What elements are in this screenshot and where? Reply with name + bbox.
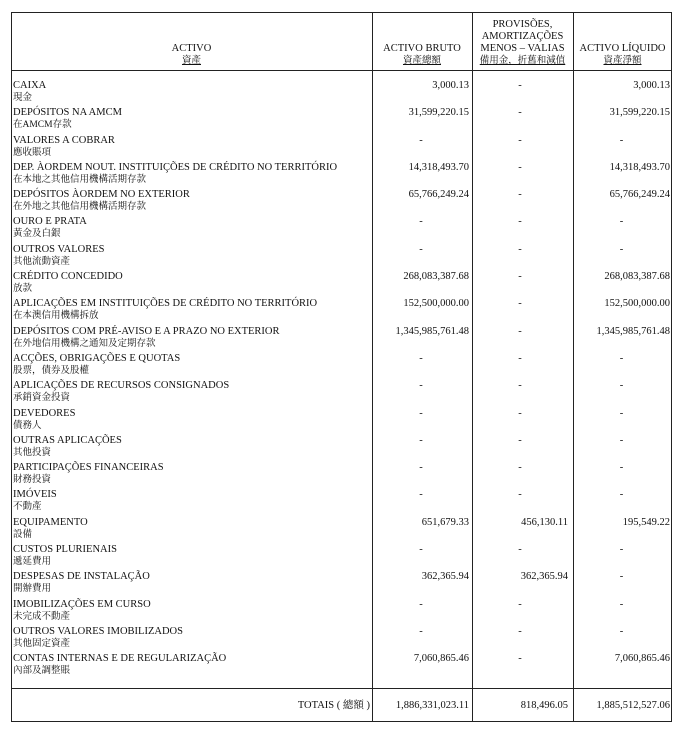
row-activo-bruto: - — [419, 544, 423, 556]
row-label-zh: 放款 — [13, 284, 33, 295]
row-provisoes: - — [518, 598, 522, 610]
table-row — [13, 297, 673, 324]
header-liquido — [573, 12, 672, 70]
row-provisoes: - — [518, 189, 522, 201]
row-activo-bruto: - — [419, 462, 423, 474]
table-row — [13, 488, 673, 515]
row-provisoes: - — [518, 544, 522, 556]
row-activo-bruto: - — [419, 434, 423, 446]
totals-label: TOTAIS ( 總額 ) — [297, 700, 370, 711]
row-activo-liquido: 65,766,249.24 — [609, 189, 670, 201]
row-provisoes: - — [518, 80, 522, 91]
row-label-zh: 設備 — [13, 529, 33, 540]
row-label-pt: APLICAÇÕES EM INSTITUIÇÕES DE CRÉDITO NO TERRITÓRIO — [13, 298, 318, 310]
row-activo-bruto: 3,000.13 — [432, 80, 469, 91]
table-row — [13, 325, 673, 352]
table-row — [13, 243, 673, 270]
row-activo-bruto: - — [419, 407, 423, 419]
row-activo-bruto: - — [419, 134, 423, 146]
row-provisoes: - — [518, 625, 522, 637]
row-label-zh: 財務投資 — [13, 475, 52, 486]
row-provisoes: - — [518, 489, 522, 501]
row-label-pt: ACÇÕES, OBRIGAÇÕES E QUOTAS — [13, 352, 181, 364]
row-label-zh: 其他投資 — [13, 447, 52, 458]
table-row — [13, 188, 673, 215]
row-activo-bruto: 362,365.94 — [421, 571, 469, 583]
row-provisoes: - — [518, 407, 522, 419]
row-label-zh: 債務人 — [13, 420, 42, 431]
header-activo — [11, 12, 372, 70]
row-label-zh: 現金 — [13, 93, 33, 103]
row-activo-liquido: - — [619, 380, 624, 392]
row-provisoes: - — [518, 216, 522, 228]
row-label-pt: DEVEDORES — [13, 407, 76, 419]
row-label-zh: 在本地之其他信用機構活期存款 — [13, 174, 147, 185]
row-activo-liquido: - — [619, 352, 624, 364]
row-label-pt: IMÓVEIS — [13, 489, 57, 501]
row-provisoes: - — [518, 352, 522, 364]
totals-liquido: 1,885,512,527.06 — [596, 700, 670, 711]
row-activo-liquido: 3,000.13 — [633, 80, 670, 91]
row-label-pt: CUSTOS PLURIENAIS — [13, 544, 117, 556]
totals-provisoes: 818,496.05 — [520, 700, 568, 711]
header-bruto-pt: ACTIVO BRUTO — [383, 43, 461, 54]
header-liquido-zh: 資產淨額 — [603, 56, 642, 66]
header-activo-zh: 資產 — [181, 56, 201, 66]
header-divider — [11, 70, 672, 71]
row-label-zh: 不動產 — [13, 502, 42, 513]
table-row — [13, 434, 673, 461]
row-label-zh: 承銷資金投資 — [13, 393, 71, 404]
row-provisoes: 456,130.11 — [521, 516, 568, 528]
header-bruto-zh: 資產總額 — [402, 56, 441, 66]
row-label-zh: 應收賬項 — [13, 147, 52, 158]
row-label-pt: CONTAS INTERNAS E DE REGULARIZAÇÃO — [13, 653, 227, 665]
table-row — [13, 134, 673, 161]
header-liquido-pt: ACTIVO LÍQUIDO — [579, 43, 666, 54]
table-row — [13, 625, 673, 652]
table-row — [13, 161, 673, 188]
row-activo-bruto: 65,766,249.24 — [408, 189, 469, 201]
row-activo-liquido: 1,345,985,761.48 — [596, 325, 670, 337]
row-activo-bruto: 651,679.33 — [421, 516, 469, 528]
row-label-pt: CRÉDITO CONCEDIDO — [13, 271, 123, 283]
row-activo-bruto: - — [419, 380, 423, 392]
table-row — [13, 570, 673, 597]
header-bruto — [372, 12, 472, 70]
row-label-zh: 在AMCM存款 — [13, 120, 72, 131]
row-label-pt: OURO E PRATA — [13, 216, 87, 228]
row-activo-bruto: - — [419, 216, 423, 228]
row-label-pt: APLICAÇÕES DE RECURSOS CONSIGNADOS — [13, 380, 230, 392]
row-activo-liquido: 195,549.22 — [622, 516, 670, 528]
row-activo-liquido: - — [619, 243, 624, 255]
table-row — [13, 106, 673, 133]
table-row — [13, 461, 673, 488]
row-activo-bruto: - — [419, 352, 423, 364]
row-label-zh: 在外地之其他信用機構活期存款 — [13, 202, 147, 213]
header-provisoes-pt2: AMORTIZAÇÕES — [481, 31, 564, 42]
row-activo-liquido: - — [619, 407, 624, 419]
totals-divider — [11, 688, 672, 689]
row-activo-bruto: 268,083,387.68 — [403, 271, 469, 283]
row-label-pt: DEP. ÀORDEM NOUT. INSTITUIÇÕES DE CRÉDITO NO TERRITÓRIO — [13, 161, 338, 173]
row-provisoes: - — [518, 134, 522, 146]
row-activo-bruto: - — [419, 489, 423, 501]
row-provisoes: - — [518, 653, 522, 665]
row-label-pt: DEPÓSITOS NA AMCM — [13, 107, 122, 119]
table-row — [13, 379, 673, 406]
asset-rows — [13, 79, 673, 680]
row-label-pt: OUTROS VALORES — [13, 243, 105, 255]
table-row — [13, 352, 673, 379]
row-label-pt: EQUIPAMENTO — [13, 516, 88, 528]
row-activo-bruto: 1,345,985,761.48 — [395, 325, 469, 337]
row-label-pt: DEPÓSITOS COM PRÉ-AVISO E A PRAZO NO EXTERIOR — [13, 325, 280, 337]
row-activo-bruto: 152,500,000.00 — [403, 298, 469, 310]
row-label-pt: DEPÓSITOS ÀORDEM NO EXTERIOR — [13, 189, 190, 201]
row-provisoes: - — [518, 243, 522, 255]
table-row — [13, 215, 673, 242]
table-row — [13, 270, 673, 297]
row-activo-liquido: - — [619, 544, 624, 556]
row-label-pt: CAIXA — [13, 80, 47, 91]
row-provisoes: - — [518, 298, 522, 310]
row-activo-liquido: - — [619, 434, 624, 446]
row-provisoes: - — [518, 434, 522, 446]
row-label-pt: OUTROS VALORES IMOBILIZADOS — [13, 625, 183, 637]
header-provisoes — [472, 12, 573, 70]
header-provisoes-pt1: PROVISÕES, — [492, 19, 553, 30]
row-label-pt: OUTRAS APLICAÇÕES — [13, 434, 122, 446]
row-activo-liquido: - — [619, 598, 624, 610]
table-row — [13, 652, 673, 679]
row-activo-bruto: - — [419, 243, 423, 255]
row-provisoes: - — [518, 161, 522, 173]
table-row — [13, 79, 673, 106]
row-activo-liquido: - — [619, 489, 624, 501]
row-activo-liquido: 31,599,220.15 — [609, 107, 670, 119]
row-activo-bruto: - — [419, 598, 423, 610]
row-activo-bruto: 31,599,220.15 — [408, 107, 469, 119]
row-activo-liquido: 152,500,000.00 — [604, 298, 670, 310]
row-activo-bruto: 7,060,865.46 — [413, 653, 469, 665]
row-provisoes: - — [518, 271, 522, 283]
row-label-pt: IMOBILIZAÇÕES EM CURSO — [13, 598, 151, 610]
header-provisoes-zh: 備用金，折舊和減值 — [479, 56, 566, 66]
header-provisoes-pt3: MENOS – VALIAS — [480, 43, 565, 54]
row-activo-liquido: - — [619, 462, 624, 474]
row-label-pt: VALORES A COBRAR — [13, 134, 115, 146]
row-label-pt: DESPESAS DE INSTALAÇÃO — [13, 571, 150, 583]
row-label-zh: 黃金及白銀 — [13, 229, 61, 240]
row-activo-liquido: 268,083,387.68 — [604, 271, 670, 283]
row-provisoes: - — [518, 462, 522, 474]
row-label-zh: 其他固定資產 — [13, 638, 71, 649]
row-label-zh: 開辦費用 — [13, 584, 52, 595]
row-label-pt: PARTICIPAÇÕES FINANCEIRAS — [13, 462, 164, 474]
row-activo-liquido: - — [619, 216, 624, 228]
row-activo-liquido: - — [619, 571, 624, 583]
row-provisoes: - — [518, 380, 522, 392]
table-row — [13, 543, 673, 570]
row-activo-liquido: - — [619, 134, 624, 146]
row-label-zh: 遞延費用 — [13, 557, 52, 568]
table-row — [13, 598, 673, 625]
table-row — [13, 407, 673, 434]
row-activo-bruto: - — [419, 625, 423, 637]
row-activo-liquido: - — [619, 625, 624, 637]
row-label-zh: 其他流動資產 — [13, 256, 71, 267]
row-label-zh: 在本澳信用機構拆放 — [13, 311, 99, 322]
row-provisoes: - — [518, 107, 522, 119]
row-activo-bruto: 14,318,493.70 — [408, 161, 469, 173]
totals-bruto: 1,886,331,023.11 — [395, 700, 469, 711]
row-label-zh: 在外地信用機構之通知及定期存款 — [13, 338, 156, 349]
row-provisoes: - — [518, 325, 522, 337]
row-activo-liquido: 14,318,493.70 — [609, 161, 670, 173]
row-label-zh: 內部及調整賬 — [13, 666, 71, 677]
table-row — [13, 516, 673, 543]
row-activo-liquido: 7,060,865.46 — [614, 653, 670, 665]
row-provisoes: 362,365.94 — [520, 571, 568, 583]
row-label-zh: 股票，債券及股權 — [13, 365, 90, 376]
header-activo-pt: ACTIVO — [171, 43, 212, 54]
row-label-zh: 未完成不動產 — [13, 611, 71, 622]
